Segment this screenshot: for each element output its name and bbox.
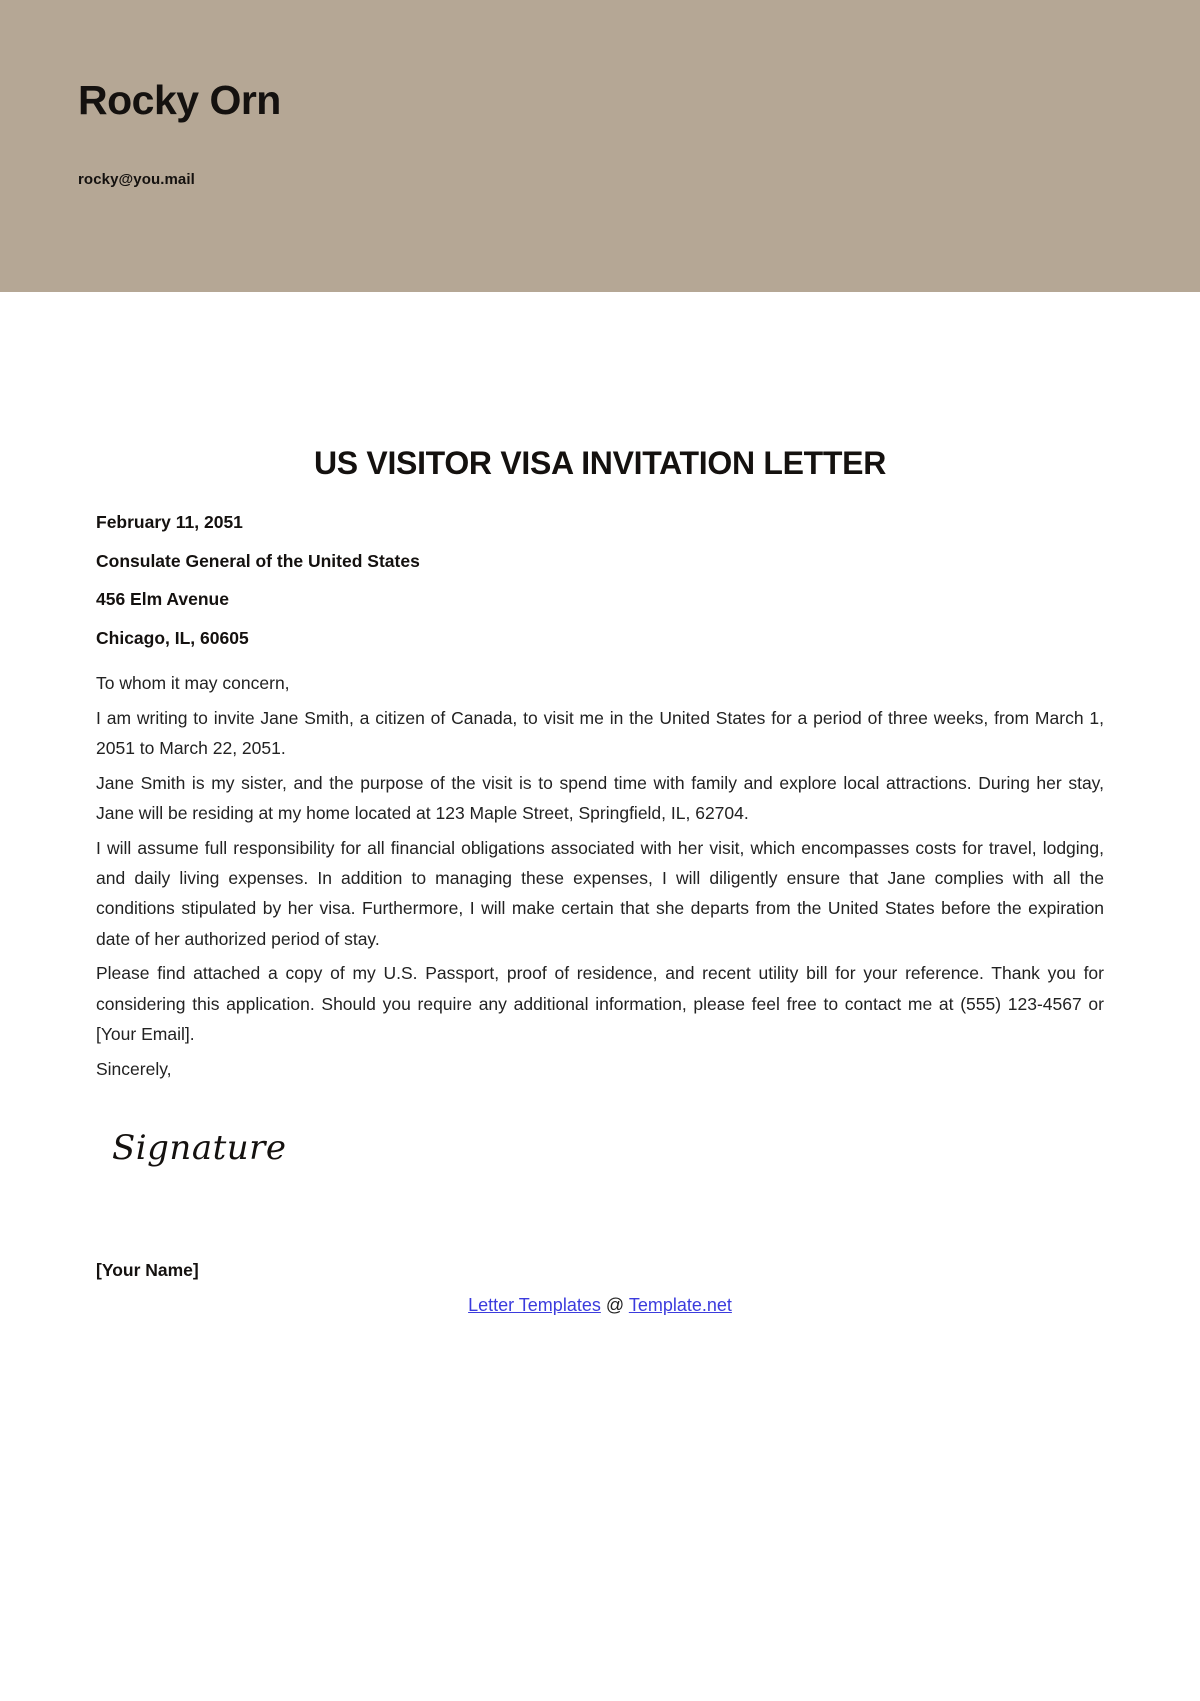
recipient-address-block xyxy=(96,514,1104,647)
letter-templates-link[interactable]: Letter Templates xyxy=(468,1295,601,1316)
salutation: To whom it may concern, xyxy=(96,673,290,694)
sender-email: rocky@you.mail xyxy=(78,171,195,189)
sender-name: Rocky Orn xyxy=(78,77,281,123)
body-paragraph-1: I am writing to invite Jane Smith, a citizen of Canada, to visit me in the United States for a period of three weeks, from March 1, 2051 to March 22, 2051. xyxy=(96,707,1104,759)
body-paragraph-2: Jane Smith is my sister, and the purpose of the visit is to spend time with family and explore local attractions. During her stay, Jane will be residing at my home located at 123 Maple Street, Springfield, IL, 62704. xyxy=(96,772,1104,824)
body-paragraph-4: Please find attached a copy of my U.S. Passport, proof of residence, and recent utility bill for your reference. Thank you for considering this application. Should you require any additional information, please feel free to contact me at (555) 123-4567 or [Your Email]. xyxy=(96,963,1104,1045)
closing-line: Sincerely, xyxy=(96,1058,172,1079)
signature-mark: Signature xyxy=(112,1128,287,1169)
signer-name: [Your Name] xyxy=(96,1260,199,1281)
template-net-link[interactable]: Template.net xyxy=(628,1295,732,1316)
recipient-organization: Consulate General of the United States xyxy=(96,550,420,571)
footer-attribution xyxy=(96,1295,1104,1316)
letter-body xyxy=(0,444,1200,1316)
recipient-street: 456 Elm Avenue xyxy=(96,589,229,610)
letterhead-content xyxy=(78,78,281,188)
letter-date: February 11, 2051 xyxy=(96,512,243,533)
letterhead-banner xyxy=(0,0,1200,292)
body-paragraph-3: I will assume full responsibility for all financial obligations associated with her visit, which encompasses costs for travel, lodging, and daily living expenses. In addition to managing these expenses, I will diligently ensure that Jane complies with all the conditions stipulated by her visa. Furthermore, I will make certain that she departs from the United States before the expiration date of her authorized period of stay. xyxy=(96,837,1104,949)
footer-separator: @ xyxy=(605,1295,625,1316)
recipient-city-state-zip: Chicago, IL, 60605 xyxy=(96,627,249,648)
page-title: US VISITOR VISA INVITATION LETTER xyxy=(313,445,887,481)
